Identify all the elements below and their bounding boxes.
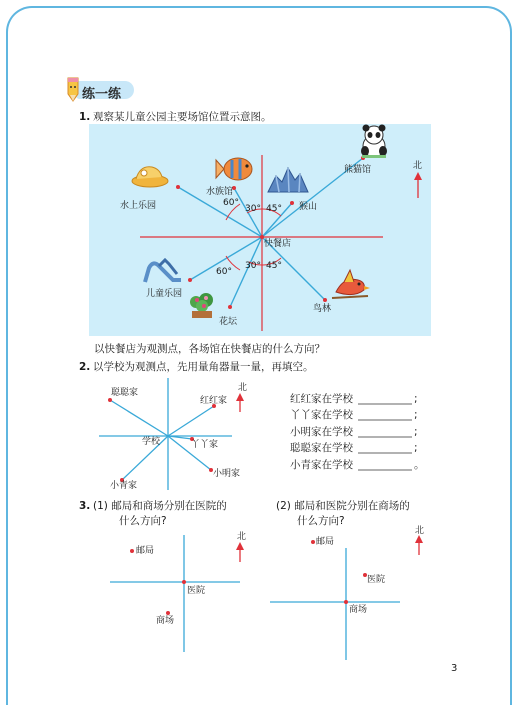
label-bird: 鸟林 — [313, 304, 332, 314]
label-xiaoqing: 小青家 — [110, 481, 138, 491]
fill-line-2: 丫丫家在学校 — [290, 409, 353, 421]
angle-label-1: 60° — [223, 198, 239, 208]
label-aquarium: 水族馆 — [206, 187, 234, 197]
label-congcong: 聪聪家 — [111, 388, 139, 398]
label-north-2: 北 — [238, 383, 248, 393]
q2-number: 2. — [79, 361, 91, 373]
label-north-4: 北 — [415, 526, 425, 536]
label-center: 快餐店 — [264, 239, 292, 249]
label-xiaoming: 小明家 — [213, 469, 241, 479]
fill-punct-3: ; — [414, 426, 418, 438]
label-hospital-1: 医院 — [187, 586, 206, 596]
label-yaya: 丫丫家 — [191, 440, 219, 450]
label-honghong: 红红家 — [200, 396, 228, 406]
q1-question: 以快餐店为观测点，各场馆在快餐店的什么方向？ — [94, 343, 325, 355]
fill-punct-4: ; — [414, 442, 418, 454]
angle-label-6: 45° — [266, 261, 282, 271]
angle-label-5: 30° — [245, 261, 261, 271]
fill-punct-1: ; — [414, 393, 418, 405]
fill-line-5: 小青家在学校 — [290, 459, 353, 471]
fill-punct-5: 。 — [414, 459, 425, 471]
label-hill: 猴山 — [299, 202, 318, 212]
q1-title: 观察某儿童公园主要场馆位置示意图。 — [93, 111, 272, 123]
fill-line-4: 聪聪家在学校 — [290, 442, 353, 454]
q3-part1-line2: 什么方向? — [119, 515, 167, 527]
label-post-2: 邮局 — [316, 537, 335, 547]
fill-line-1: 红红家在学校 — [290, 393, 353, 405]
label-hospital-2: 医院 — [367, 575, 386, 585]
q2-title: 以学校为观测点，先用量角器量一量，再填空。 — [93, 361, 314, 373]
label-north-3: 北 — [237, 532, 247, 542]
section-title: 练一练 — [82, 87, 122, 102]
label-flower: 花坛 — [219, 317, 238, 327]
label-mall-2: 商场 — [349, 605, 368, 615]
angle-label-3: 45° — [266, 204, 282, 214]
label-mall-1: 商场 — [156, 616, 175, 626]
q3-part2-line2: 什么方向? — [297, 515, 345, 527]
page-number: 3 — [451, 663, 458, 674]
angle-label-2: 30° — [245, 204, 261, 214]
q1-number: 1. — [79, 111, 91, 123]
fill-line-3: 小明家在学校 — [290, 426, 353, 438]
q3-number: 3. — [79, 500, 91, 512]
label-water-park: 水上乐园 — [120, 201, 157, 211]
label-kids-park: 儿童乐园 — [146, 289, 183, 299]
label-panda: 熊猫馆 — [344, 165, 372, 175]
q3-part2-line1: (2) 邮局和医院分别在商场的 — [276, 500, 410, 512]
label-north-1: 北 — [413, 161, 423, 171]
q3-part1-line1: (1) 邮局和商场分别在医院的 — [93, 500, 227, 512]
label-school: 学校 — [142, 437, 161, 447]
label-post-1: 邮局 — [136, 546, 155, 556]
angle-label-4: 60° — [216, 267, 232, 277]
fill-punct-2: ; — [414, 409, 418, 421]
